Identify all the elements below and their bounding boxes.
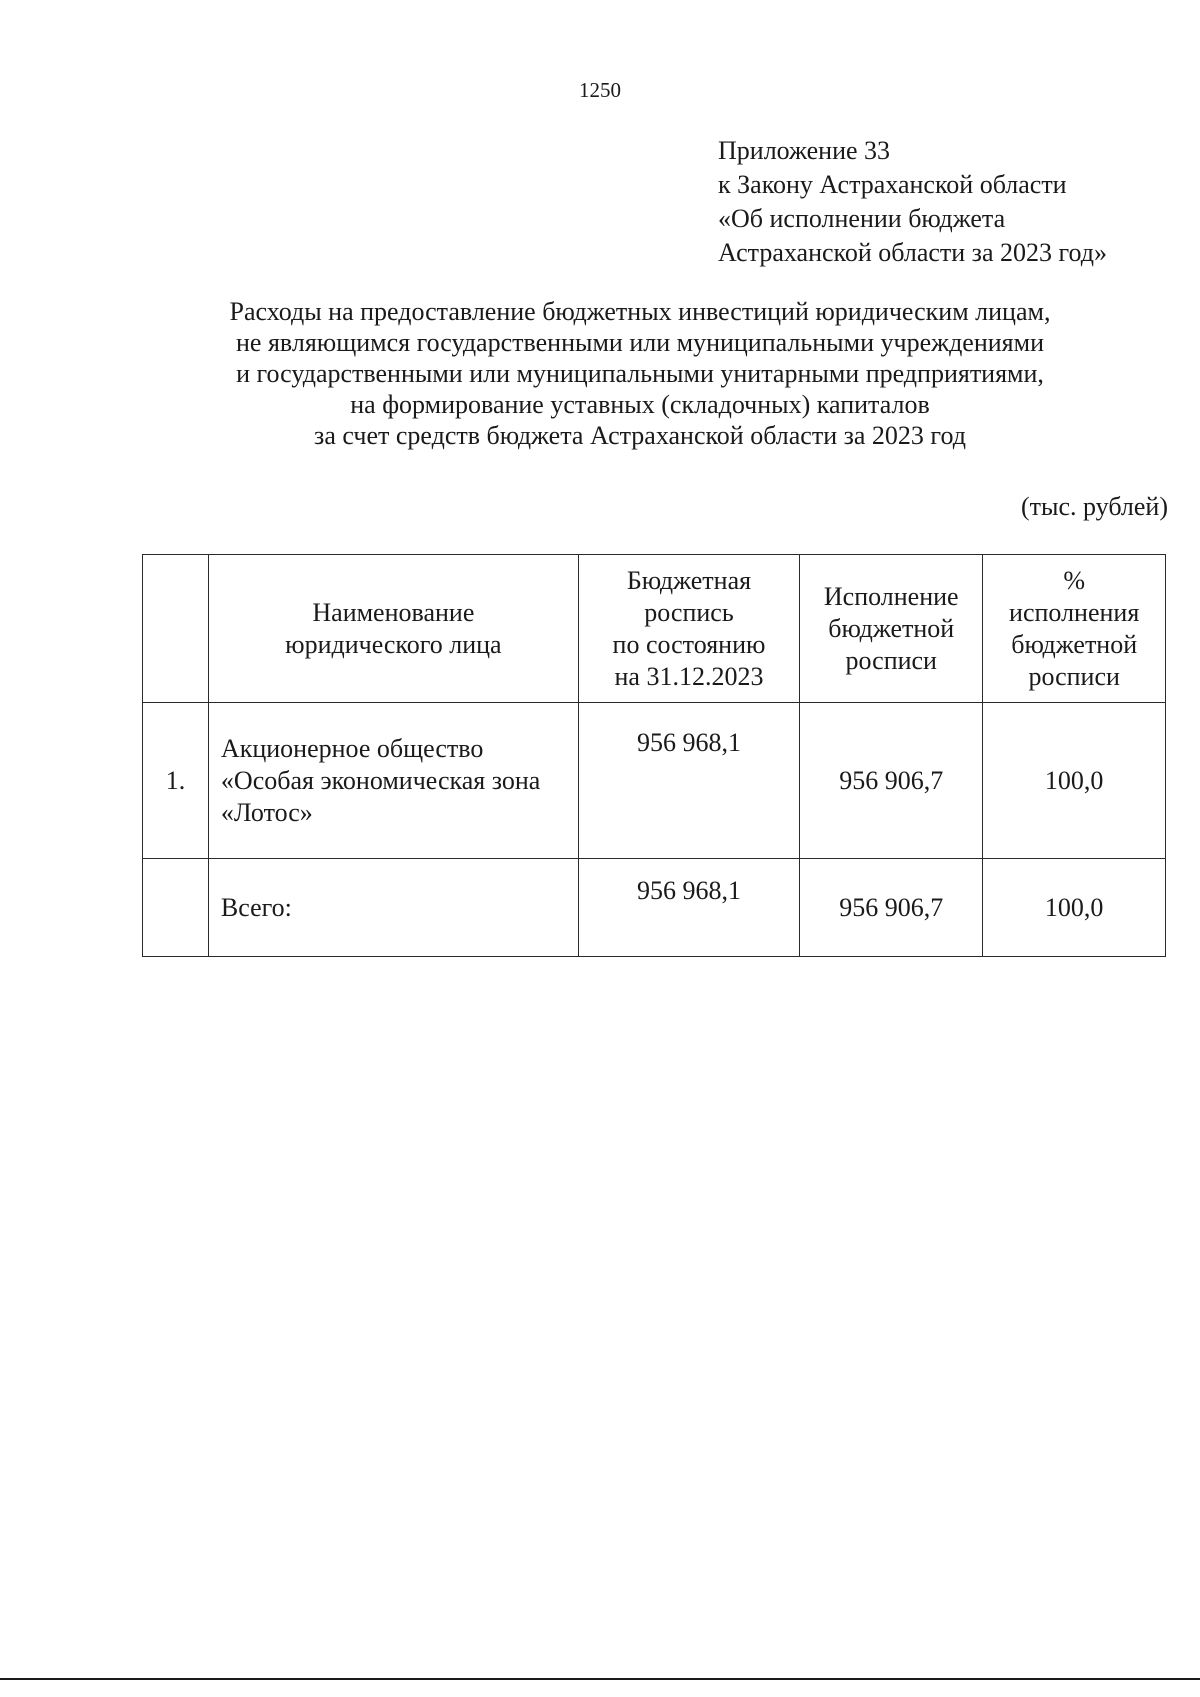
row-number: 1. <box>143 703 209 859</box>
total-number <box>143 859 209 957</box>
appendix-line: Приложение 33 <box>718 136 891 165</box>
total-budget-plan: 956 968,1 <box>578 859 799 957</box>
budget-table <box>142 554 1166 957</box>
row-execution: 956 906,7 <box>800 703 983 859</box>
appendix-line: Астраханской области за 2023 год» <box>718 238 1107 267</box>
bottom-border-line <box>0 1678 1200 1680</box>
table-header-row <box>143 555 1166 703</box>
title-line: и государственными или муниципальными унитарными предприятиями, <box>236 359 1044 388</box>
units-label: (тыс. рублей) <box>1020 492 1168 521</box>
total-label: Всего: <box>208 859 578 957</box>
table-row <box>143 703 1166 859</box>
title-line: не являющимся государственными или муниципальными учреждениями <box>236 328 1044 357</box>
appendix-block <box>718 134 1107 270</box>
table-total-row <box>143 859 1166 957</box>
title-line: за счет средств бюджета Астраханской области за 2023 год <box>314 421 966 450</box>
title-line: на формирование уставных (складочных) капиталов <box>350 390 930 419</box>
header-budget-plan: Бюджетная роспись по состоянию на 31.12.2023 <box>578 555 799 703</box>
total-execution: 956 906,7 <box>800 859 983 957</box>
header-number <box>143 555 209 703</box>
document-title <box>0 296 1200 451</box>
title-line: Расходы на предоставление бюджетных инвестиций юридическим лицам, <box>229 297 1051 326</box>
appendix-line: к Закону Астраханской области <box>718 170 1067 199</box>
total-percent: 100,0 <box>983 859 1166 957</box>
header-execution: Исполнение бюджетной росписи <box>800 555 983 703</box>
row-entity-name: Акционерное общество «Особая экономическая зона «Лотос» <box>208 703 578 859</box>
page-number: 1250 <box>579 78 621 102</box>
row-budget-plan: 956 968,1 <box>578 703 799 859</box>
row-percent: 100,0 <box>983 703 1166 859</box>
appendix-line: «Об исполнении бюджета <box>718 204 1006 233</box>
header-percent: % исполнения бюджетной росписи <box>983 555 1166 703</box>
header-name: Наименование юридического лица <box>208 555 578 703</box>
